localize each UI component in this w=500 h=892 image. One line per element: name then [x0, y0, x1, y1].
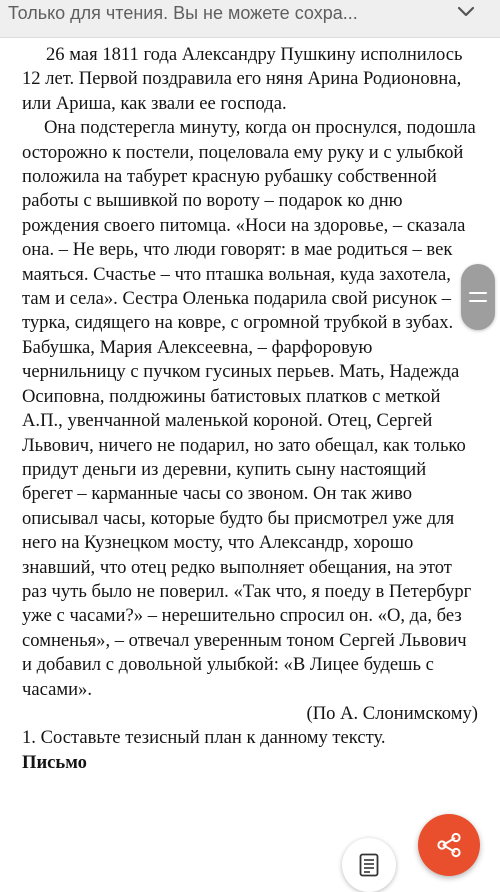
scroll-handle[interactable]: [461, 264, 495, 330]
share-icon: [435, 831, 463, 859]
read-only-banner-text: Только для чтения. Вы не можете сохра...: [8, 3, 358, 23]
paragraph-2: Она подстерегла минуту, когда он проснулся, подошла осторожно к постели, поцеловала ему руку и с улыбкой положила на табурет красную рубашку собственной работы с вышивкой по вороту – подарок ко дню рождения своего питомца. «Носи на здоровье, – сказала она. – Не верь, что люди говорят: в мае родиться – век маяться. Счастье – что пташка вольная, куда захотела, там и села». Сестра Оленька подарила свой рисунок – турка, сидящего на ковре, с огромной трубкой в зубах. Бабушка, Мария Алексеевна, – фарфоровую чернильницу с пучком гусиных перьев. Мать, Надежда Осиповна, полдюжины батистовых платков с меткой А.П., увенчанной маленькой короной. Отец, Сергей Львович, ничего не подарил, но зато обещал, как только придут деньги из деревни, купить сыну настоящий брегет – карманные часы со звоном. Он так живо описывал часы, которые будто бы присмотрел уже для него на Кузнецком мосту, что Александр, хорошо знавший, что отец редко выполняет обещания, на этот раз чуть было не поверил. «Так что, я поеду в Петербург уже с часами?» – нерешительно спросил он. «О, да, без сомненья», – отвечал уверенным тоном Сергей Львович и добавил с довольной улыбкой: «В Лицее будешь с часами».: [22, 117, 476, 700]
task-text: 1. Составьте тезисный план к данному тексту.: [22, 727, 386, 749]
share-button[interactable]: [418, 814, 480, 876]
document-body: [22, 43, 480, 775]
document-button[interactable]: [342, 838, 396, 892]
section-heading: Письмо: [22, 751, 87, 773]
chevron-down-icon[interactable]: [454, 2, 478, 22]
scroll-handle-icon: [469, 292, 487, 294]
document-icon: [359, 853, 379, 877]
paragraph-1: 26 мая 1811 года Александру Пушкину исполнилось 12 лет. Первой поздравила его няня Арина Родионовна, или Ариша, как звали ее господа.: [22, 44, 463, 114]
read-only-banner[interactable]: [0, 0, 500, 38]
source-attribution: (По А. Слонимскому): [306, 702, 478, 724]
scroll-handle-line: [469, 300, 487, 302]
